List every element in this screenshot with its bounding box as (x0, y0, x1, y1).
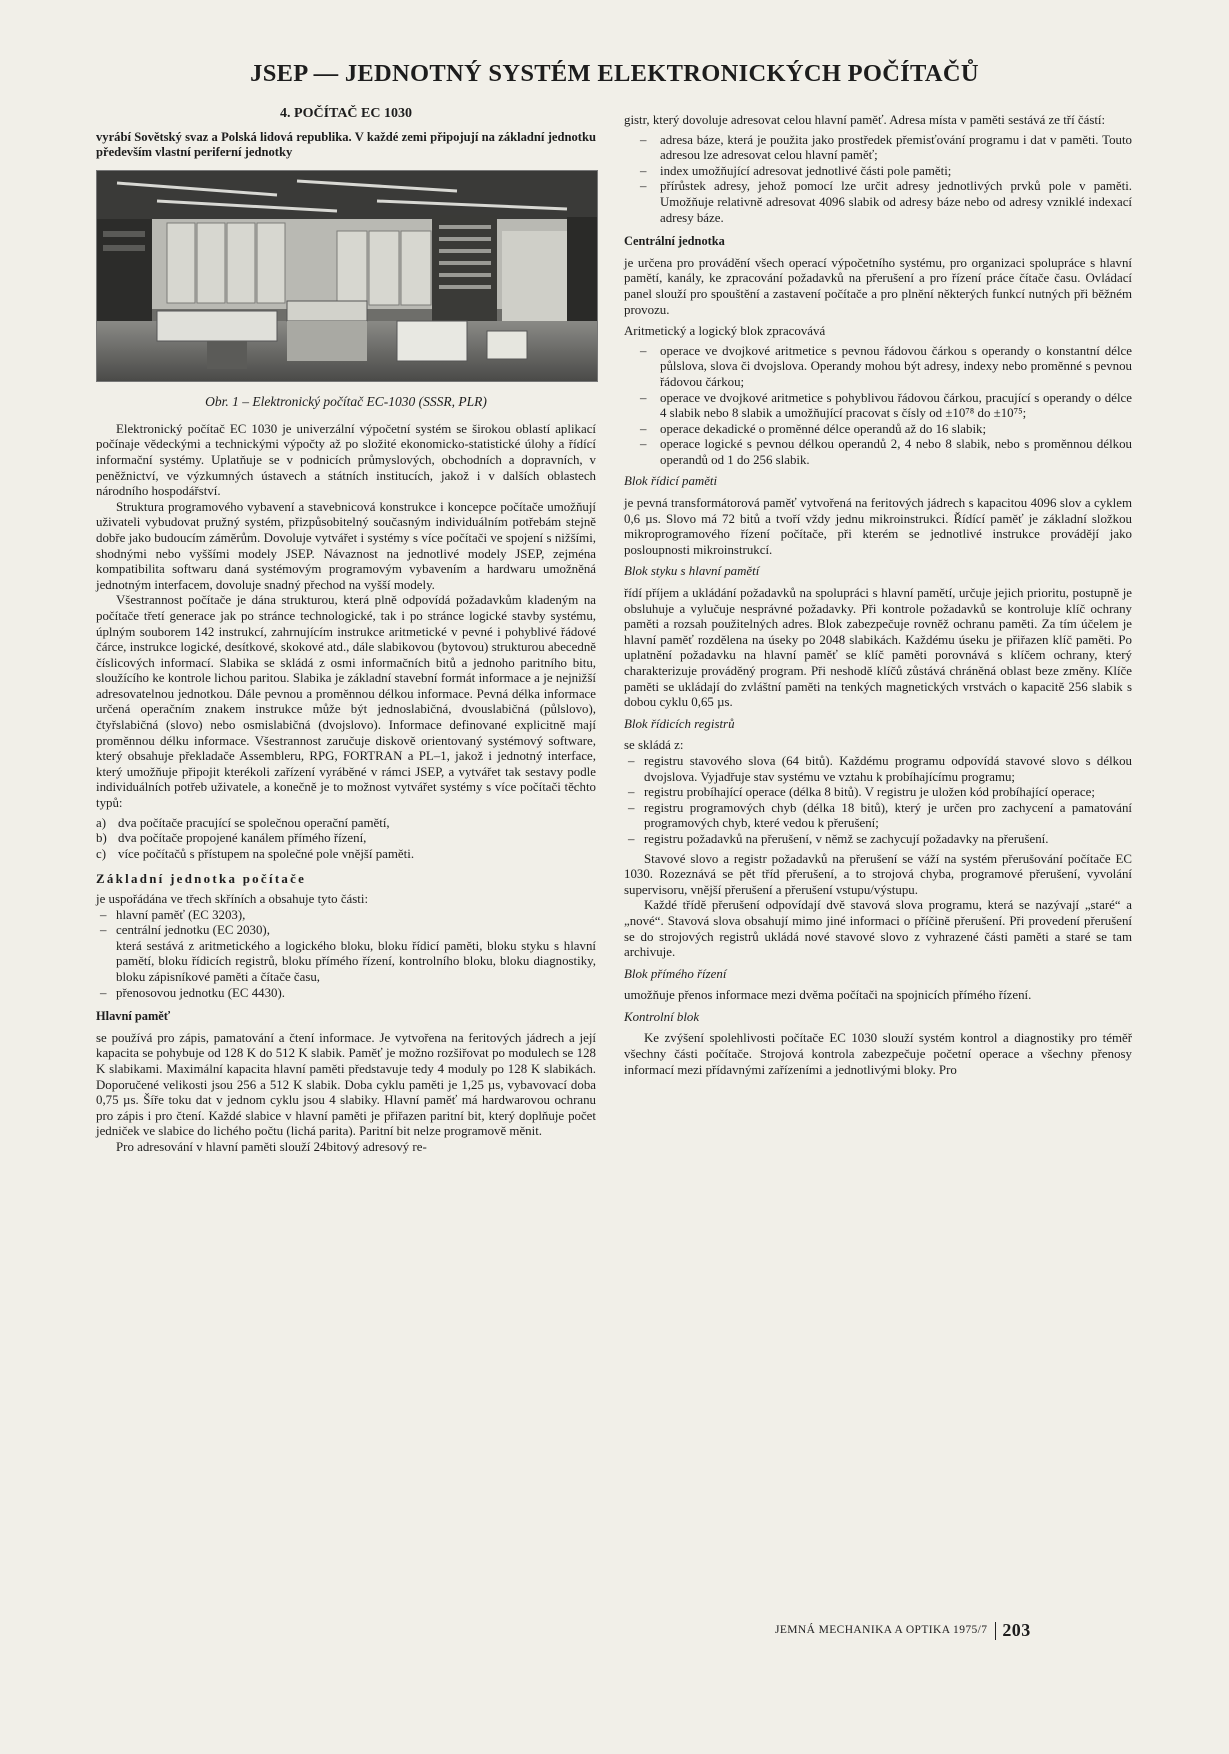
section-heading: Základní jednotka počítače (96, 872, 307, 887)
paragraph: která sestává z aritmetického a logického bloku, bloku řídicí paměti, bloku styku s hlavní pamětí, bloku řídicích registrů, bloku přímého řízení, kontrolního bloku, bloku diagnostiky, bloku zápisníkové paměti a čítače času, (116, 938, 596, 984)
paragraph: Struktura programového vybavení a stavebnicová konstrukce i koncepce počítače umožňují uživateli vybudovat pružný systém, přizpůsobitelný současným individuálním potřebám stejně dobře jako budoucím záměrům. Dovoluje vytvářet i systémy s více počítači ve spojení s nižšími, shodnými nebo vyššími modely JSEP. Návaznost na jednotlivé modely JSEP, zejména kompatibilita softwaru daná systémovým programovým vybavením a hardwaru umožněná jednotným interfacem, dovoluje snadný přechod na vyšší modely. (96, 499, 596, 592)
lead-paragraph: vyrábí Sovětský svaz a Polská lidová republika. V každé zemi připojují na základní jednotku především vlastní periferní jednotky (96, 129, 596, 159)
paragraph: Každé třídě přerušení odpovídají dvě stavová slova programu, která se nazývají „staré“ a „nové“. Stavová slova obsahují mimo jiné informaci o příčině přerušení. Při provedení přerušení se do strojových registrů ukládá nové stavové slovo z vyhrazené části paměti a staré se tam archivuje. (624, 898, 1132, 960)
unit-parts-list (96, 986, 596, 1002)
address-parts-list (624, 133, 1132, 227)
section-heading: Centrální jednotka (624, 234, 725, 249)
list-item: – operace ve dvojkové aritmetice s pevnou řádovou čárkou s operandy o konstantní délce půlslova, slova či dvojslova. Operandy mohou být adresy, indexy nebo proměnné s pevnou řádovou čárkou; (624, 344, 1132, 391)
list-item: – registru programových chyb (délka 18 bitů), který je určen pro zachycení a pamatování programových chyb, které vedou k přerušení; (624, 801, 1132, 832)
list-item: – centrální jednotku (EC 2030), (96, 923, 596, 939)
registers-list (624, 754, 1132, 848)
list-item: – hlavní paměť (EC 3203), (96, 908, 596, 924)
arithmetic-ops-list (624, 344, 1132, 469)
paragraph: je pevná transformátorová paměť vytvořená na feritových jádrech s kapacitou 4096 slov a cyklem 0,6 µs. Slovo má 72 bitů a tvoří vždy jednu mikroinstrukci. Řídící paměť je základní složkou mikroprogramového řízení počítače, při kterém se jednotlivé instrukce provádějí jako posloupnosti mikroinstrukcí. (624, 496, 1132, 557)
footer-divider (995, 1622, 996, 1640)
page-title: JSEP — JEDNOTNÝ SYSTÉM ELEKTRONICKÝCH POČÍTAČŮ (250, 60, 979, 87)
page-number: 203 (1002, 1620, 1031, 1640)
paragraph: se skládá z: (624, 738, 684, 753)
figure-caption: Obr. 1 – Elektronický počítač EC-1030 (SSSR, PLR) (205, 394, 487, 410)
list-item: a) dva počítače pracující se společnou operační pamětí, (96, 815, 390, 830)
list-item: – registru probíhající operace (délka 8 bitů). V registru je uložen kód probíhající operace; (624, 785, 1132, 801)
list-item: – operace ve dvojkové aritmetice s pohyblivou řádovou čárkou, pracující s operandy o délce 4 slabik nebo 8 slabik a umožňující pracovat s čísly od ±10⁷⁸ do ±10⁷⁵; (624, 391, 1132, 422)
section-heading: Kontrolní blok (624, 1009, 700, 1024)
paragraph: je určena pro provádění všech operací výpočetního systému, pro organizaci spolupráce s hlavní pamětí, kanály, ke zpracování požadavků na přerušení a pro řízení práce čítače času. Ovládací panel slouží pro spouštění a zastavení počítače a pro plnění některých funkcí nutných při běžném provozu. (624, 255, 1132, 317)
paragraph: se používá pro zápis, pamatování a čtení informace. Je vytvořena na feritových jádrech a její kapacita se pohybuje od 128 K do 512 K slabik. Paměť je možno rozšiřovat po modulech se 128 K slabikami. Maximální kapacita hlavní paměti představuje tedy 4 moduly po 128 K slabikách. Doporučené velikosti jsou 256 a 512 K slabik. Doba cyklu paměti je 1,25 µs, vybavovací doba 0,75 µs. Šíře toku dat v jednom cyklu jsou 4 slabiky. Hlavní paměť má hardwarovou ochranu pro zápis i pro čtení. Každé slabice v hlavní paměti je přiřazen paritní bit, který doplňuje počet jedniček ve slabice do lichého počtu (lichá parita). Paritní bit nelze programově měnit. (96, 1030, 596, 1139)
paragraph: Všestrannost počítače je dána strukturou, která plně odpovídá požadavkům kladeným na počítače třetí generace jak po stránce technologické, tak i po stránce logické stavby systému, úplným souborem 142 instrukcí, zahrnujícím instrukce aritmetické v pevné i pohyblivé řádové čárce, instrukce logické, desítkové, skokové atd., dále slabikovou (bytovou) strukturou abecedně číslicových informací. Slabika se skládá z osmi informačních bitů a jednoho paritního bitu, sloužícího ke kontrole lichou paritou. Slabika je základní stavební formát informace a je nejnižší adresovatelnou jednotkou. Dále pevnou a proměnnou délkou informace. Pevná délka informace určená operačním znakem instrukce může být jednoslabičná, dvouslabičná (půlslovo), čtyřslabičná (slovo) nebo osmislabičná (dvojslovo). Informace definované explicitně mají proměnnou délku informace. Všestrannost zaručuje diskově orientovaný systémový software, který obsahuje překladače Assembleru, RPG, FORTRAN a PL–1, jakož i jednotný interface, který umožňuje připojit kterékoli zařízení vyráběné v rámci JSEP, a vytvářet tak sestavy podle individuálních potřeb uživatele, a konečně je to možnost vytvářet systémy s více počítači těchto typů: (96, 593, 596, 811)
page-footer (775, 1620, 1031, 1641)
right-column (624, 113, 1132, 1078)
paragraph: řídí příjem a ukládání požadavků na spolupráci s hlavní pamětí, určuje jejich prioritu, postupně je obsluhuje a vylučuje nesprávné požadavky. Při kontrole požadavků se kontroluje klíč ochrany paměti a rozsah použitelných adres. Blok zabezpečuje rovněž ochranu paměti. Za tím účelem je hlavní paměť rozdělena na úseky po 2048 slabikách. Každému úseku je přiřazen klíč paměti. Po uplatnění požadavku na hlavní paměť se klíč paměti porovnává s klíčem ochrany, který charakterizuje prováděný program. Při neshodě klíčů zůstává chráněná oblast beze změny. Klíče paměti se ukládají do zvláštní paměti na tenkých magnetických vrstvách o kapacitě 256 slabik s dobou cyklu 0,65 µs. (624, 586, 1132, 710)
list-item: – registru požadavků na přerušení, v němž se zachycují požadavky na přerušení. (624, 832, 1132, 848)
section-heading: Blok styku s hlavní pamětí (624, 564, 760, 579)
list-item: c) více počítačů s přístupem na společné pole vnější paměti. (96, 846, 415, 861)
photo-figure (96, 170, 596, 387)
article-subtitle: 4. POČÍTAČ EC 1030 (280, 106, 412, 121)
list-item: – registru stavového slova (64 bitů). Každému programu odpovídá stavové slovo s délkou dvojslova. Vyjadřuje stav systému ve vztahu k probíhajícímu programu; (624, 754, 1132, 785)
paragraph: gistr, který dovoluje adresovat celou hlavní paměť. Adresa místa v paměti sestává ze tří částí: (624, 113, 1106, 127)
paragraph: Elektronický počítač EC 1030 je univerzální výpočetní systém se širokou oblastí aplikací počínaje vědeckými a technickými výpočty až po složité ekonomicko-statistické úlohy a řídící informační systémy. Uplatňuje se v podnicích průmyslových, obchodních a dopravních, v peněžnictví, ve výzkumných ústavech a státních institucích, jakož i v dalších oblastech národního hospodářství. (96, 421, 596, 499)
list-item: – index umožňující adresovat jednotlivé části pole paměti; (624, 164, 1132, 180)
section-heading: Aritmetický a logický blok zpracovává (624, 324, 826, 339)
unit-parts-list (96, 908, 596, 939)
section-heading: Blok řídicích registrů (624, 716, 735, 731)
list-item: – přenosovou jednotku (EC 4430). (96, 986, 596, 1002)
list-item: – operace dekadické o proměnné délce operandů až do 16 slabik; (624, 422, 1132, 438)
paragraph: Ke zvýšení spolehlivosti počítače EC 1030 slouží systém kontrol a diagnostiky pro téměř všechny části počítače. Strojová kontrola zabezpečuje početní operace a všechny přenosy informací mezi přídavnými zařízeními a jednotlivými bloky. Pro (624, 1031, 1132, 1077)
computer-room-photo (96, 170, 598, 382)
list-item: b) dva počítače propojené kanálem přímého řízení, (96, 831, 367, 846)
journal-name: JEMNÁ MECHANIKA A OPTIKA 1975/7 (775, 1624, 988, 1637)
system-types-list (96, 816, 596, 863)
list-item: – adresa báze, která je použita jako prostředek přemisťování programu i dat v paměti. Touto adresou lze adresovat celou hlavní paměť; (624, 133, 1132, 164)
list-item: – operace logické s pevnou délkou operandů 2, 4 nebo 8 slabik, nebo s proměnnou délkou operandů od 1 do 256 slabik. (624, 437, 1132, 468)
left-column (96, 106, 596, 1156)
paragraph: Pro adresování v hlavní paměti slouží 24bitový adresový re- (116, 1139, 427, 1154)
section-heading: Blok řídicí paměti (624, 474, 718, 489)
list-item: – přírůstek adresy, jehož pomocí lze určit adresy jednotlivých prvků pole v paměti. Umožňuje relativně adresovat 4096 slabik od adresy báze nebo od adresy vzniklé indexací adresy báze. (624, 179, 1132, 226)
section-heading: Blok přímého řízení (624, 966, 727, 981)
paragraph: Stavové slovo a registr požadavků na přerušení se váží na systém přerušování počítače EC 1030. Rozeznává se pět tříd přerušení, a to strojová chyba, programové přerušení, vyvolání supervisoru, vnější přerušení a přerušení vstupu/výstupu. (624, 851, 1132, 897)
paragraph: je uspořádána ve třech skříních a obsahuje tyto části: (96, 892, 369, 906)
paragraph: umožňuje přenos informace mezi dvěma počítači na spojnicích přímého řízení. (624, 988, 1032, 1003)
section-heading: Hlavní paměť (96, 1009, 171, 1024)
